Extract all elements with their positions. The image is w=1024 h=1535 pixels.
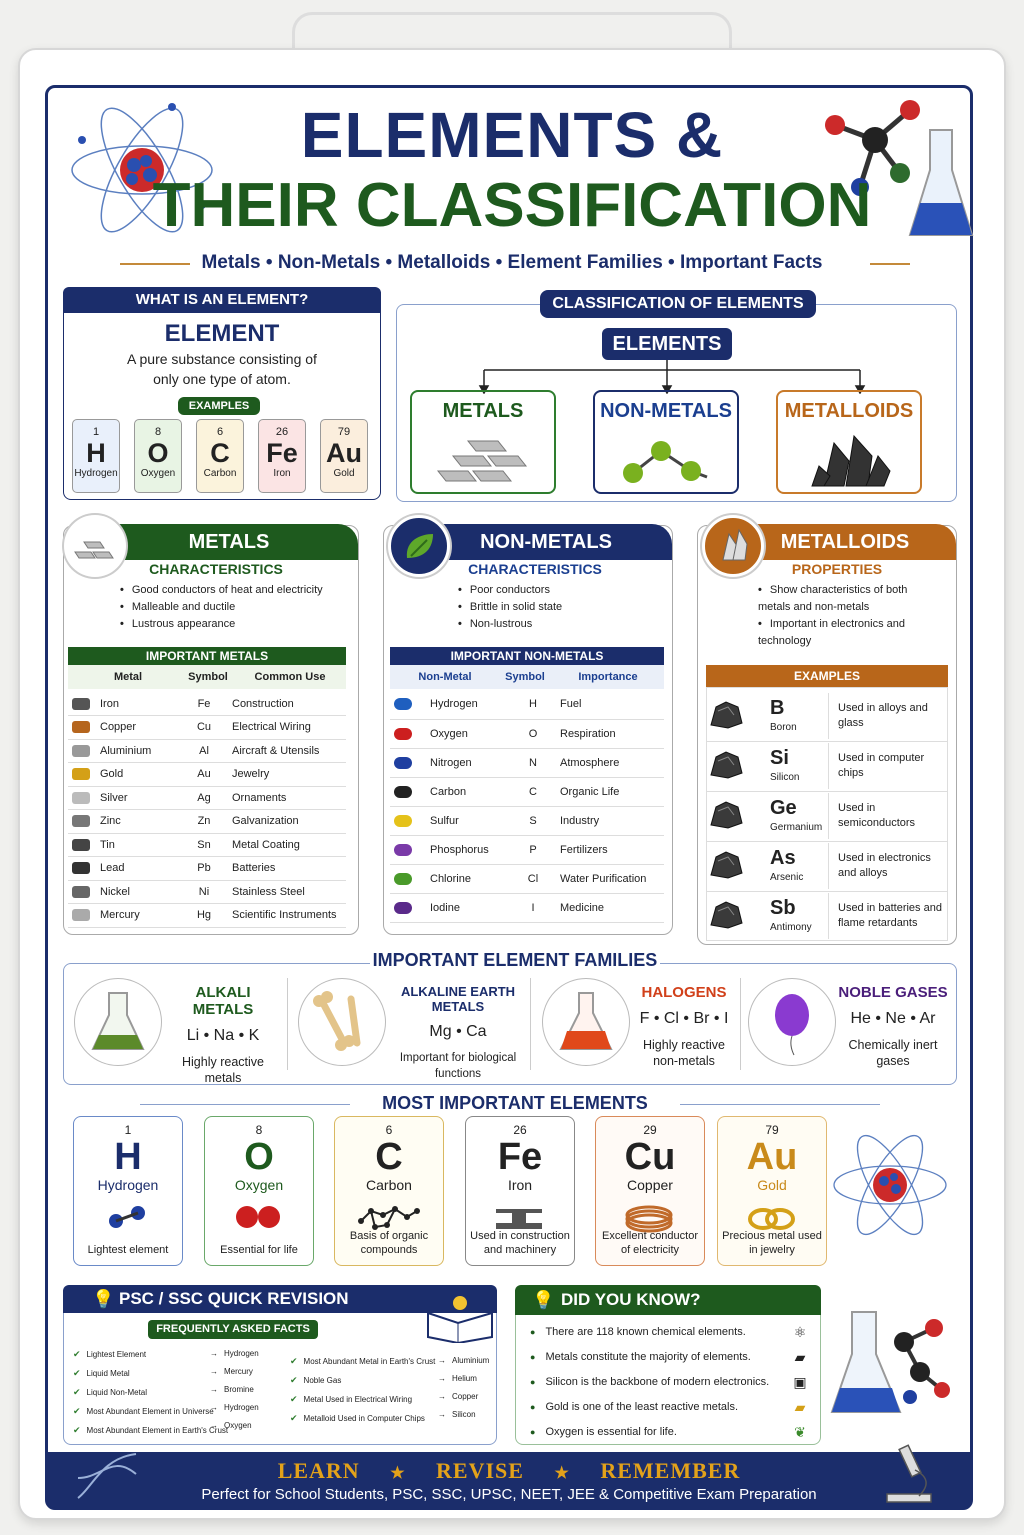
row-divider — [828, 693, 829, 739]
psc-right-answers — [438, 1352, 489, 1424]
metalloid-use: Used in batteries and flame retardants — [838, 902, 942, 929]
leaf-small-icon: ❦ — [794, 1424, 806, 1440]
metalloid-symbol: Sb — [770, 897, 796, 919]
table-cell: Phosphorus — [426, 835, 506, 864]
nonmetals-char-item: • Poor conductors — [458, 582, 562, 599]
nonmetals-class-box — [593, 390, 739, 494]
metal-icon — [72, 768, 90, 780]
table-cell: Aluminium — [96, 739, 176, 763]
table-cell: Cu — [176, 716, 228, 740]
footer-remember: REMEMBER — [600, 1458, 741, 1483]
element-tile — [320, 419, 368, 493]
row-divider — [706, 791, 948, 792]
fact-answer: → Hydrogen — [210, 1345, 259, 1363]
tile-symbol: C — [210, 438, 230, 468]
metalloids-properties-list — [758, 582, 938, 650]
examples-label: EXAMPLES — [178, 397, 260, 415]
tile-label: Gold — [333, 468, 355, 479]
fact-question: ✔ Noble Gas — [290, 1371, 435, 1390]
table-cell: Zn — [176, 810, 228, 834]
nonmetals-col-importance: Importance — [578, 671, 638, 683]
table-cell: Atmosphere — [556, 748, 664, 777]
element-symbol: Au — [746, 1136, 798, 1178]
fact-question: ✔ Liquid Metal — [73, 1364, 228, 1383]
metal-icon — [72, 839, 90, 851]
element-symbol: Fe — [497, 1136, 543, 1178]
family-symbols: F • Cl • Br • I — [639, 1010, 729, 1027]
elements-root: ELEMENTS — [602, 328, 732, 360]
molecule-icon — [394, 902, 412, 914]
footer-learn: LEARN — [277, 1458, 360, 1483]
fact-answer: → Hydrogen — [210, 1399, 259, 1417]
row-divider — [828, 893, 829, 939]
fact-question: ✔ Liquid Non-Metal — [73, 1383, 228, 1402]
footer-motto — [47, 1458, 971, 1484]
classification-tree-lines — [470, 360, 890, 394]
family-card — [632, 984, 736, 1069]
table-cell: Pb — [176, 857, 228, 881]
metalloid-use: Used in alloys and glass — [838, 702, 928, 729]
table-cell: Au — [176, 763, 228, 787]
chip-icon: ▣ — [793, 1374, 807, 1390]
metal-bars-icon — [428, 431, 538, 491]
table-cell: Jewelry — [228, 763, 346, 787]
title-line-1: ELEMENTS & — [300, 99, 724, 171]
table-cell: Galvanization — [228, 810, 346, 834]
table-cell: N — [506, 748, 556, 777]
metal-icon — [72, 721, 90, 733]
metalloid-use: Used in computer chips — [838, 752, 925, 779]
table-cell: Metal Coating — [228, 833, 346, 857]
table-row — [390, 777, 664, 806]
metalloids-class-box — [776, 390, 922, 494]
tile-label: Iron — [273, 468, 291, 479]
table-cell: C — [506, 777, 556, 806]
molecule-icon — [394, 815, 412, 827]
element-symbol: C — [375, 1136, 403, 1178]
metalloids-prop-item: • Important in electronics and technology — [758, 616, 938, 650]
tile-number: 8 — [154, 426, 162, 438]
element-number: 8 — [255, 1123, 263, 1137]
table-cell: H — [506, 690, 556, 719]
table-cell: Fuel — [556, 690, 664, 719]
element-symbol: H — [114, 1136, 142, 1178]
table-cell: Batteries — [228, 857, 346, 881]
table-cell: Chlorine — [426, 864, 506, 893]
element-definition-1: A pure substance consisting of — [127, 351, 317, 367]
table-row — [68, 880, 346, 904]
metals-header: METALS — [100, 524, 358, 560]
element-tile — [196, 419, 244, 493]
rock-icon — [708, 749, 744, 779]
tile-label: Hydrogen — [74, 468, 118, 479]
table-row — [390, 719, 664, 748]
element-description: Excellent conductor of electricity — [602, 1230, 698, 1256]
psc-header: PSC / SSC QUICK REVISION — [63, 1285, 497, 1313]
nonmetals-table-title: IMPORTANT NON-METALS — [390, 647, 664, 665]
element-name: Iron — [507, 1177, 533, 1193]
dyk-fact: ● Silicon is the backbone of modern electronics. — [530, 1370, 769, 1395]
nonmetals-characteristics-list — [458, 582, 562, 633]
tile-label: Carbon — [203, 468, 237, 479]
molecule-icon — [394, 786, 412, 798]
element-name: Gold — [757, 1177, 787, 1193]
row-divider — [828, 793, 829, 839]
element-number: 79 — [765, 1123, 779, 1137]
nonmetals-class-label: NON-METALS — [600, 400, 732, 422]
table-cell: O — [506, 719, 556, 748]
table-cell: Mercury — [96, 904, 176, 928]
nonmetals-characteristics-title: CHARACTERISTICS — [468, 561, 602, 577]
table-cell: Industry — [556, 806, 664, 835]
fact-question: ✔ Most Abundant Metal in Earth's Crust — [290, 1352, 435, 1371]
table-cell: S — [506, 806, 556, 835]
row-divider — [706, 891, 948, 892]
dyk-fact: ● Gold is one of the least reactive metals. — [530, 1395, 769, 1420]
metals-col-symbol: Symbol — [188, 671, 228, 683]
metalloid-symbol: As — [770, 847, 796, 869]
element-tile — [258, 419, 306, 493]
nonmetals-char-item: • Non-lustrous — [458, 616, 562, 633]
metalloid-name: Arsenic — [770, 872, 804, 883]
family-description: Highly reactive metals — [182, 1055, 264, 1085]
table-cell: Sulfur — [426, 806, 506, 835]
table-cell: Iron — [96, 692, 176, 716]
family-title: ALKALI METALS — [192, 984, 254, 1018]
table-cell: Fe — [176, 692, 228, 716]
family-description: Chemically inert gases — [848, 1038, 938, 1068]
important-element-card — [204, 1116, 314, 1266]
hydrogen-molecule-icon — [74, 1201, 182, 1238]
table-cell: Ni — [176, 880, 228, 904]
table-cell: Organic Life — [556, 777, 664, 806]
metal-icon — [72, 909, 90, 921]
table-cell: Fertilizers — [556, 835, 664, 864]
most-rule-left — [140, 1104, 350, 1105]
table-row — [68, 857, 346, 881]
element-tile — [134, 419, 182, 493]
fact-answer: → Copper — [438, 1388, 489, 1406]
element-description: Essential for life — [220, 1244, 298, 1256]
atom-icon — [828, 1115, 958, 1255]
metals-char-item: • Malleable and ductile — [120, 599, 323, 616]
table-cell: Al — [176, 739, 228, 763]
rock-icon — [708, 849, 744, 879]
lightbulb-icon: 💡 — [92, 1289, 115, 1309]
element-term: ELEMENT — [164, 320, 280, 347]
table-row — [68, 810, 346, 834]
family-title: NOBLE GASES — [838, 984, 948, 1001]
table-cell: Iodine — [426, 893, 506, 922]
table-cell: I — [506, 893, 556, 922]
most-important-header: MOST IMPORTANT ELEMENTS — [382, 1093, 648, 1113]
element-description: Lightest element — [87, 1244, 169, 1256]
table-cell: Hg — [176, 904, 228, 928]
molecule-icon — [394, 757, 412, 769]
element-name: Copper — [627, 1177, 673, 1193]
fact-question: ✔ Most Abundant Element in Universe — [73, 1402, 228, 1421]
atom-small-icon: ⚛ — [793, 1324, 807, 1340]
rock-icon — [708, 899, 744, 929]
metalloid-name: Boron — [770, 722, 797, 733]
table-cell: Medicine — [556, 893, 664, 922]
important-element-card — [73, 1116, 183, 1266]
table-row — [390, 806, 664, 835]
row-divider — [706, 741, 948, 742]
metal-icon — [72, 815, 90, 827]
tile-symbol: H — [86, 438, 106, 468]
table-row — [390, 690, 664, 719]
fact-question: ✔ Lightest Element — [73, 1345, 228, 1364]
molecule-icon — [394, 844, 412, 856]
tile-number: 26 — [275, 426, 289, 438]
tile-number: 6 — [216, 426, 224, 438]
table-row — [68, 716, 346, 740]
nonmetals-col-name: Non-Metal — [418, 671, 472, 683]
table-cell: Scientific Instruments — [228, 904, 346, 928]
metalloids-examples-title: EXAMPLES — [706, 665, 948, 687]
metalloids-class-label: METALLOIDS — [784, 400, 914, 422]
flask-green-icon — [74, 978, 162, 1066]
tile-number: 79 — [337, 426, 351, 438]
metalloid-use: Used in electronics and alloys — [838, 852, 931, 879]
important-element-card — [334, 1116, 444, 1266]
dyk-facts — [530, 1320, 769, 1445]
fact-answer: → Silicon — [438, 1406, 489, 1424]
table-cell: Aircraft & Utensils — [228, 739, 346, 763]
molecule-icon — [394, 873, 412, 885]
table-cell: Electrical Wiring — [228, 716, 346, 740]
gold-bar-icon: ▰ — [794, 1399, 806, 1415]
family-symbols: Mg • Ca — [429, 1023, 487, 1040]
element-symbol: O — [244, 1136, 274, 1178]
balloon-icon — [748, 978, 836, 1066]
metal-icon — [72, 862, 90, 874]
dna-icon — [72, 1448, 142, 1504]
fact-answer: → Helium — [438, 1370, 489, 1388]
metals-characteristics-title: CHARACTERISTICS — [149, 561, 283, 577]
element-number: 6 — [385, 1123, 393, 1137]
metalloid-symbol: B — [770, 697, 785, 719]
element-name: Hydrogen — [97, 1177, 159, 1193]
table-cell: Water Purification — [556, 864, 664, 893]
classification-header: CLASSIFICATION OF ELEMENTS — [540, 290, 816, 318]
tile-symbol: O — [147, 438, 169, 468]
element-definition-2: only one type of atom. — [153, 371, 291, 387]
table-cell: Carbon — [426, 777, 506, 806]
metalloid-symbol: Si — [770, 747, 789, 769]
family-card — [838, 984, 948, 1069]
footer-revise: REVISE — [436, 1458, 524, 1483]
family-card — [385, 984, 531, 1082]
metalloids-properties-title: PROPERTIES — [791, 561, 883, 577]
metals-col-metal: Metal — [113, 671, 143, 683]
dyk-fact: ● There are 118 known chemical elements. — [530, 1320, 769, 1345]
dyk-side-icons — [788, 1320, 812, 1445]
families-header: IMPORTANT ELEMENT FAMILIES — [370, 950, 660, 971]
crystal-icon — [794, 431, 904, 491]
table-cell: Nitrogen — [426, 748, 506, 777]
dyk-header: DID YOU KNOW? — [515, 1285, 821, 1315]
table-cell: Respiration — [556, 719, 664, 748]
what-is-element-header: WHAT IS AN ELEMENT? — [63, 287, 381, 313]
most-rule-right — [680, 1104, 880, 1105]
microscope-icon — [875, 1440, 945, 1506]
fact-answer: → Bromine — [210, 1381, 259, 1399]
table-row — [68, 763, 346, 787]
family-divider — [740, 978, 741, 1070]
table-cell: Hydrogen — [426, 690, 506, 719]
metalloid-name: Germanium — [770, 822, 823, 833]
star-icon: ★ — [390, 1465, 406, 1482]
fact-answer: → Mercury — [210, 1363, 259, 1381]
fact-question: ✔ Metal Used in Electrical Wiring — [290, 1390, 435, 1409]
metals-class-box — [410, 390, 556, 494]
table-cell: Oxygen — [426, 719, 506, 748]
element-tile — [72, 419, 120, 493]
fact-question: ✔ Metalloid Used in Computer Chips — [290, 1409, 435, 1428]
oxygen-molecule-icon — [205, 1201, 313, 1238]
metalloid-name: Silicon — [770, 772, 800, 783]
book-icon — [424, 1293, 496, 1343]
row-divider — [706, 841, 948, 842]
star-icon: ★ — [554, 1465, 570, 1482]
table-cell: Ornaments — [228, 786, 346, 810]
metalloid-symbol: Ge — [770, 797, 797, 819]
tile-symbol: Au — [326, 438, 362, 468]
nonmetals-char-item: • Brittle in solid state — [458, 599, 562, 616]
metalloids-prop-item: • Show characteristics of both metals and non-metals — [758, 582, 938, 616]
element-description: Used in construction and machinery — [470, 1230, 570, 1256]
table-cell: Tin — [96, 833, 176, 857]
element-name: Oxygen — [234, 1177, 284, 1193]
element-name: Carbon — [366, 1177, 412, 1193]
rock-icon — [708, 799, 744, 829]
dyk-fact: ● Metals constitute the majority of elements. — [530, 1345, 769, 1370]
family-divider — [287, 978, 288, 1070]
family-description: Important for biological functions — [399, 1052, 517, 1080]
molecule-icon — [394, 698, 412, 710]
metalloid-name: Antimony — [770, 922, 812, 933]
nonmetals-header: NON-METALS — [420, 524, 672, 560]
row-divider — [828, 843, 829, 889]
row-divider — [828, 743, 829, 789]
tile-number: 1 — [92, 426, 100, 438]
dyk-fact: ● Oxygen is essential for life. — [530, 1420, 769, 1445]
table-cell: Copper — [96, 716, 176, 740]
element-number: 29 — [643, 1123, 657, 1137]
family-title: HALOGENS — [641, 984, 727, 1001]
family-symbols: He • Ne • Ar — [850, 1010, 936, 1027]
tile-label: Oxygen — [140, 468, 176, 479]
fact-question: ✔ Most Abundant Element in Earth's Crust — [73, 1421, 228, 1440]
element-description: Basis of organic compounds — [349, 1230, 429, 1256]
table-cell: Zinc — [96, 810, 176, 834]
subtitle: Metals • Non-Metals • Metalloids • Element Families • Important Facts — [201, 252, 823, 273]
table-row — [68, 904, 346, 928]
table-cell: Ag — [176, 786, 228, 810]
psc-left-answers — [210, 1345, 259, 1435]
table-row — [390, 893, 664, 922]
metals-table — [68, 692, 346, 928]
table-row — [68, 692, 346, 716]
table-cell: Nickel — [96, 880, 176, 904]
footer-tagline: Perfect for School Students, PSC, SSC, UPSC, NEET, JEE & Competitive Exam Preparation — [201, 1486, 817, 1503]
molecule-icon — [394, 728, 412, 740]
fact-answer: → Oxygen — [210, 1417, 259, 1435]
fact-answer: → Aluminium — [438, 1352, 489, 1370]
title-line-2: THEIR CLASSIFICATION — [152, 171, 872, 240]
family-title: ALKALINE EARTH METALS — [400, 984, 516, 1014]
table-row — [390, 864, 664, 893]
metals-char-item: • Lustrous appearance — [120, 616, 323, 633]
metal-icon — [72, 886, 90, 898]
table-cell: P — [506, 835, 556, 864]
metalloids-header: METALLOIDS — [734, 524, 956, 560]
psc-right-questions — [290, 1352, 435, 1428]
table-cell: Sn — [176, 833, 228, 857]
table-cell: Stainless Steel — [228, 880, 346, 904]
table-row — [390, 748, 664, 777]
metal-icon — [72, 698, 90, 710]
psc-left-questions — [73, 1345, 228, 1440]
element-number: 26 — [513, 1123, 527, 1137]
element-description: Precious metal used in jewelry — [722, 1230, 822, 1256]
metals-class-label: METALS — [442, 400, 524, 422]
family-description: Highly reactive non-metals — [643, 1038, 725, 1068]
table-row — [68, 786, 346, 810]
nonmetal-molecule-icon — [611, 431, 721, 491]
metals-table-title: IMPORTANT METALS — [68, 647, 346, 665]
metals-char-item: • Good conductors of heat and electricity — [120, 582, 323, 599]
footer-banner — [47, 1452, 971, 1508]
table-cell: Silver — [96, 786, 176, 810]
important-element-card — [717, 1116, 827, 1266]
nonmetals-col-symbol: Symbol — [505, 671, 545, 683]
flask-orange-icon — [542, 978, 630, 1066]
table-row — [390, 835, 664, 864]
family-divider — [530, 978, 531, 1070]
rock-icon — [708, 699, 744, 729]
element-symbol: Cu — [624, 1136, 676, 1178]
tile-symbol: Fe — [266, 438, 298, 468]
metal-icon — [72, 745, 90, 757]
metal-icon — [72, 792, 90, 804]
flask-molecule-icon — [830, 1292, 960, 1442]
lightbulb-icon: 💡 — [532, 1290, 555, 1310]
table-cell: Construction — [228, 692, 346, 716]
table-cell: Cl — [506, 864, 556, 893]
faq-subheader: FREQUENTLY ASKED FACTS — [148, 1320, 318, 1339]
table-row — [68, 739, 346, 763]
table-cell: Gold — [96, 763, 176, 787]
important-element-card — [465, 1116, 575, 1266]
metal-bar-small-icon: ▰ — [794, 1349, 806, 1365]
family-card — [168, 984, 278, 1086]
metalloid-use: Used in semiconductors — [838, 802, 916, 829]
metals-col-use: Common Use — [254, 671, 326, 683]
family-symbols: Li • Na • K — [186, 1027, 260, 1044]
element-number: 1 — [124, 1123, 132, 1137]
important-element-card — [595, 1116, 705, 1266]
table-cell: Lead — [96, 857, 176, 881]
table-row — [68, 833, 346, 857]
bone-icon — [298, 978, 386, 1066]
metals-characteristics-list — [120, 582, 323, 633]
nonmetals-table — [390, 690, 664, 923]
